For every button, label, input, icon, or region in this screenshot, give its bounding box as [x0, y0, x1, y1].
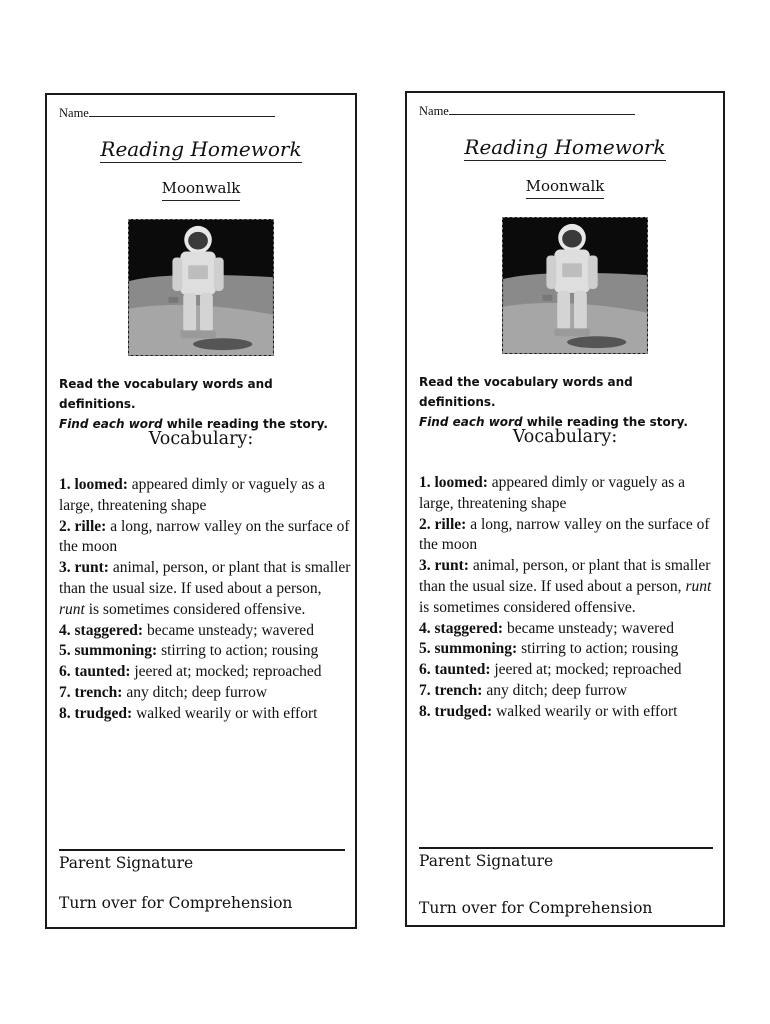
turn-over-note: Turn over for Comprehension — [59, 894, 293, 912]
instructions-line-2: Find each word while reading the story. — [419, 415, 688, 429]
name-blank-line[interactable] — [449, 103, 635, 115]
vocab-item-rille: 2. rille: a long, narrow valley on the surface of the moon — [419, 515, 710, 554]
vocab-item-trudged: 8. trudged: walked wearily or with effort — [419, 702, 678, 720]
story-title: Moonwalk — [407, 177, 723, 195]
name-label: Name — [419, 104, 449, 118]
vocab-item-trudged: 8. trudged: walked wearily or with effort — [59, 704, 318, 722]
vocab-item-summoning: 5. summoning: stirring to action; rousing — [419, 640, 679, 658]
instructions-line-1: Read the vocabulary words and definitions. — [419, 375, 633, 409]
vocab-item-taunted: 6. taunted: jeered at; mocked; reproached — [59, 663, 322, 681]
name-label: Name — [59, 106, 89, 120]
astronaut-image — [129, 220, 273, 355]
instructions-line-1: Read the vocabulary words and definitions. — [59, 377, 273, 411]
vocab-item-loomed: 1. loomed: appeared dimly or vaguely as a large, threatening shape — [419, 474, 686, 512]
vocab-item-rille: 2. rille: a long, narrow valley on the surface of the moon — [59, 517, 350, 556]
name-blank-line[interactable] — [89, 105, 275, 117]
turn-over-note: Turn over for Comprehension — [419, 899, 653, 917]
vocab-item-runt: 3. runt: animal, person, or plant that is smaller than the usual size. If used about a person, runt is sometimes considered offensive. — [419, 557, 712, 616]
name-field[interactable] — [59, 105, 275, 121]
vocab-item-summoning: 5. summoning: stirring to action; rousing — [59, 642, 319, 660]
astronaut-photo — [502, 217, 648, 354]
card-title: Reading Homework — [464, 135, 666, 159]
vocabulary-list — [419, 473, 715, 723]
vocab-item-trench: 7. trench: any ditch; deep furrow — [419, 681, 628, 699]
parent-signature-label: Parent Signature — [419, 852, 554, 870]
vocabulary-heading: Vocabulary: — [512, 427, 618, 447]
card-title: Reading Homework — [100, 137, 302, 161]
vocab-item-trench: 7. trench: any ditch; deep furrow — [59, 683, 268, 701]
vocab-item-loomed: 1. loomed: appeared dimly or vaguely as a large, threatening shape — [59, 476, 326, 514]
vocab-item-runt: 3. runt: animal, person, or plant that is smaller than the usual size. If used about a person, runt is sometimes considered offensive. — [59, 559, 351, 618]
instructions — [59, 374, 349, 434]
vocabulary-heading: Vocabulary: — [148, 429, 254, 449]
instructions-line-2: Find each word while reading the story. — [59, 417, 328, 431]
instructions — [419, 372, 709, 432]
bookmark-card-right — [405, 91, 725, 927]
name-field[interactable] — [419, 103, 635, 119]
vocab-item-staggered: 4. staggered: became unsteady; wavered — [59, 621, 314, 639]
astronaut-photo — [128, 219, 274, 356]
astronaut-image — [503, 218, 647, 353]
parent-signature-label: Parent Signature — [59, 854, 194, 872]
story-title: Moonwalk — [47, 179, 355, 197]
vocab-item-taunted: 6. taunted: jeered at; mocked; reproached — [419, 661, 682, 679]
vocabulary-list — [59, 475, 351, 725]
bookmark-card-left — [45, 93, 357, 929]
vocab-item-staggered: 4. staggered: became unsteady; wavered — [419, 619, 674, 637]
signature-line[interactable] — [419, 847, 713, 849]
signature-line[interactable] — [59, 849, 345, 851]
